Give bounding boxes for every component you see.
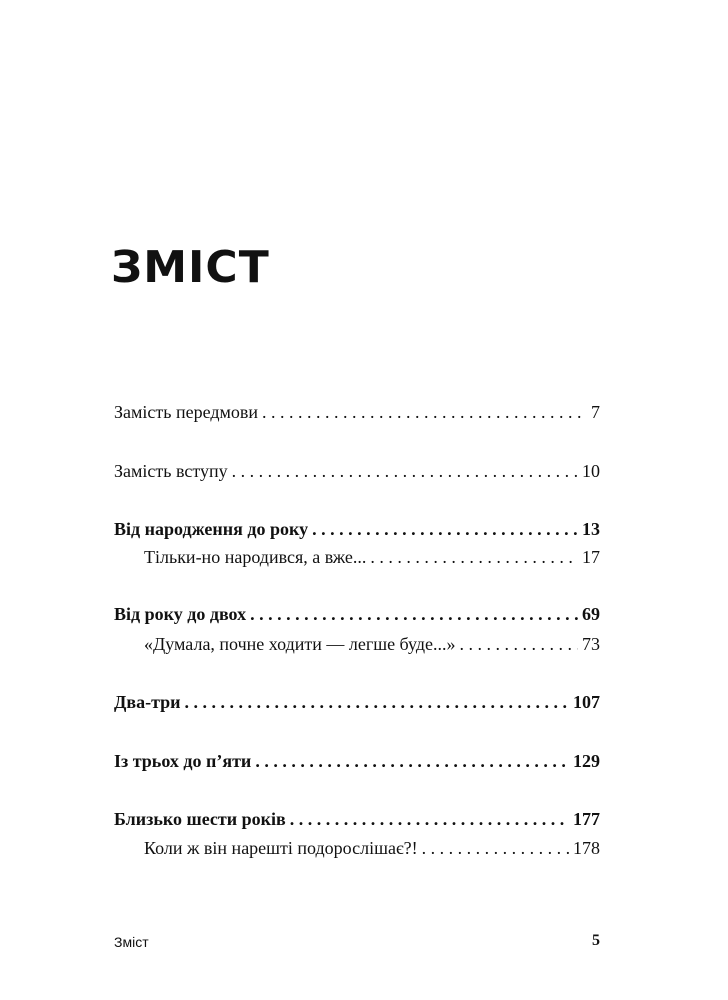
toc-section[interactable]	[114, 689, 600, 715]
running-footer-section: Зміст	[114, 934, 149, 950]
toc-subentry-page: 73	[582, 634, 600, 654]
toc-entry[interactable]	[114, 458, 600, 484]
page-title: ЗМІСТ	[111, 242, 270, 293]
toc-entry-label: Замість передмови	[114, 402, 259, 422]
page-number: 5	[592, 932, 600, 949]
toc-entry-page: 10	[582, 461, 600, 481]
toc-entry-label: Замість вступу	[114, 461, 228, 481]
toc-dot-leader	[255, 748, 569, 774]
toc-dot-leader	[290, 806, 569, 832]
toc-subentry-page: 17	[582, 547, 600, 567]
toc-entry-page: 7	[591, 402, 600, 422]
toc-dot-leader	[370, 544, 578, 570]
toc-dot-leader	[460, 631, 578, 657]
toc-section-label: Від року до двох	[114, 604, 247, 624]
toc-dot-leader	[262, 399, 587, 425]
toc-section[interactable]	[114, 601, 600, 627]
toc-section-page: 13	[582, 519, 600, 539]
toc-subentry-label: Коли ж він нарешті подорослішає?!	[144, 838, 418, 858]
toc-section-page: 177	[573, 809, 600, 829]
toc-subentry-page: 178	[573, 838, 600, 858]
toc-section-label: Від народження до року	[114, 519, 309, 539]
toc-section[interactable]	[114, 806, 600, 832]
toc-section-label: Із трьох до п’яти	[114, 751, 252, 771]
toc-dot-leader	[312, 516, 578, 542]
toc-dot-leader	[250, 601, 578, 627]
toc-subentry[interactable]	[144, 835, 600, 861]
toc-section[interactable]	[114, 516, 600, 542]
toc-subentry-label: Тільки-но народився, а вже...	[144, 547, 367, 567]
toc-subentry[interactable]	[144, 544, 600, 570]
toc-section[interactable]	[114, 748, 600, 774]
toc-dot-leader	[232, 458, 578, 484]
toc-section-page: 129	[573, 751, 600, 771]
toc-entry[interactable]	[114, 399, 600, 425]
toc-section-page: 69	[582, 604, 600, 624]
toc-section-label: Два-три	[114, 692, 181, 712]
toc-section-page: 107	[573, 692, 600, 712]
toc-dot-leader	[422, 835, 569, 861]
toc-subentry-label: «Думала, почне ходити — легше буде...»	[144, 634, 456, 654]
toc-section-label: Близько шести років	[114, 809, 286, 829]
toc-dot-leader	[185, 689, 569, 715]
toc-subentry[interactable]	[144, 631, 600, 657]
